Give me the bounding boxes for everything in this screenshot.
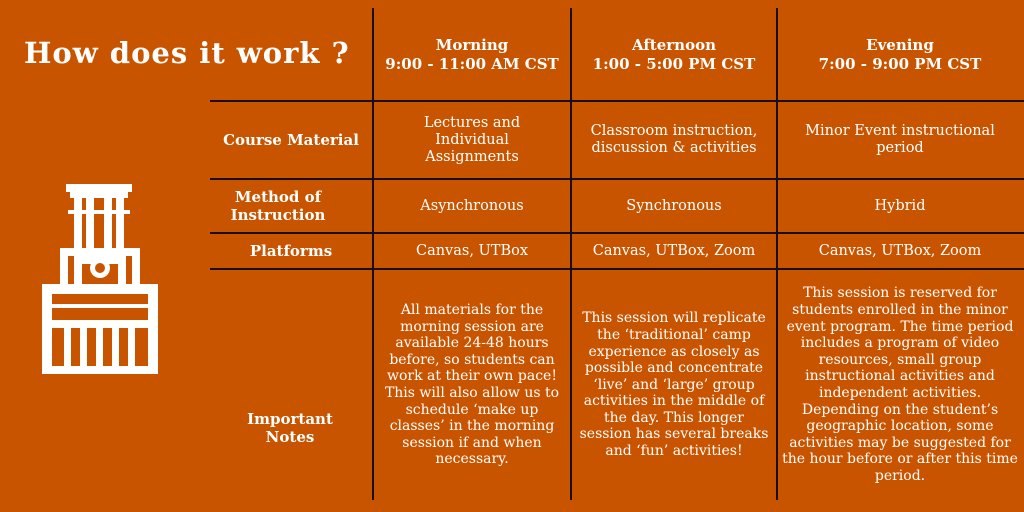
row-label-platforms: Platforms — [249, 242, 333, 260]
table-cell: Canvas, UTBox, Zoom — [592, 242, 756, 259]
ut-tower-icon — [38, 180, 162, 376]
table-cell: This session will replicate the ‘traditional’ camp experience as closely as possible and concentrate ‘live’ and ‘large’ group activities in the middle of the day. This longer session has several breaks and ‘fun’ activities! — [579, 310, 769, 460]
table-cell: Minor Event instructional period — [805, 123, 995, 156]
column-name: Morning — [435, 36, 509, 54]
row-label-course-material: Course Material — [223, 131, 359, 149]
column-header-evening — [778, 30, 1022, 80]
column-time: 7:00 - 9:00 PM CST — [818, 55, 982, 73]
table-cell: Canvas, UTBox — [415, 242, 529, 259]
table-cell: Canvas, UTBox, Zoom — [818, 242, 982, 259]
column-time: 9:00 - 11:00 AM CST — [385, 55, 559, 73]
table-cell: All materials for the morning session are available 24-48 hours before, so students can work at their own pace! This will also allow us to schedule ‘make up classes’ in the morning session if and when necessary. — [384, 302, 560, 468]
column-name: Afternoon — [631, 36, 717, 54]
column-header-afternoon — [572, 30, 776, 80]
table-cell: Hybrid — [874, 197, 926, 214]
page-title: How does it work ? — [24, 36, 350, 70]
table-cell: Lectures and Individual Assignments — [423, 114, 521, 165]
column-time: 1:00 - 5:00 PM CST — [592, 55, 756, 73]
table-cell: Synchronous — [626, 197, 722, 214]
column-header-morning — [374, 30, 570, 80]
row-label-method-of-instruction: Method of Instruction — [230, 188, 326, 224]
column-name: Evening — [866, 36, 934, 54]
table-cell: Classroom instruction, discussion & activities — [590, 123, 758, 156]
table-cell: Asynchronous — [420, 197, 524, 214]
row-label-important-notes: Important Notes — [247, 410, 333, 446]
table-cell: This session is reserved for students enrolled in the minor event program. The time period includes a program of video resources, small group instructional activities and independent activities. Depending on the student’s geographic location, some activities may be suggested for the hour before or after this time period. — [782, 285, 1018, 484]
